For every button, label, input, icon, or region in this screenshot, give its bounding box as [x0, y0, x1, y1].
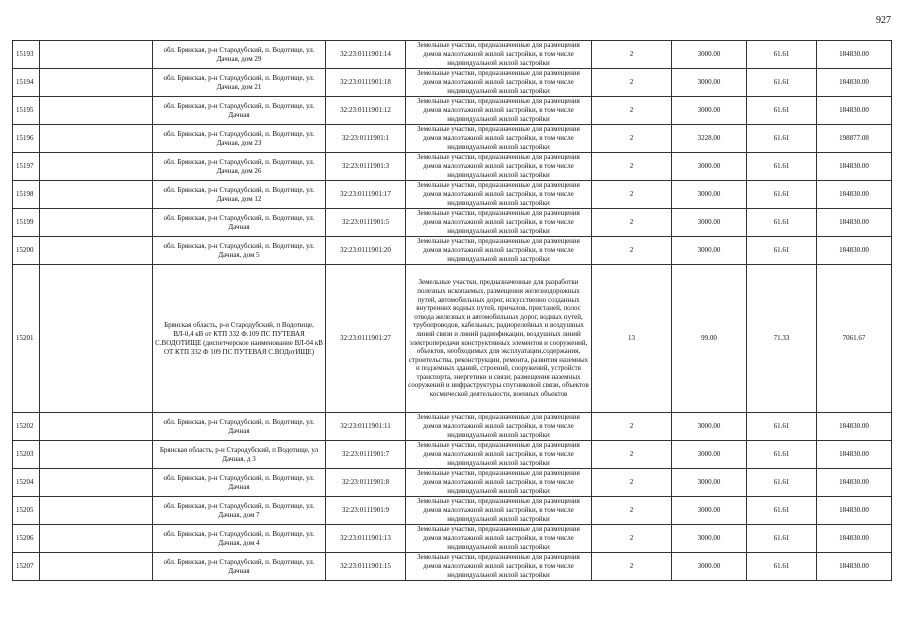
row-number: 15203 [13, 441, 40, 469]
table-row [13, 265, 892, 413]
row-number: 15194 [13, 69, 40, 97]
rate-cell: 61.61 [747, 525, 817, 553]
address-cell: обл. Брянская, р-н Стародубский, п. Водотище, ул. Дачная, дом 23 [153, 125, 326, 153]
table-row [13, 153, 892, 181]
rate-cell: 71.33 [747, 265, 817, 413]
address-cell: обл. Брянская, р-н Стародубский, п. Водотище, ул. Дачная, дом 12 [153, 181, 326, 209]
group-cell: 2 [592, 97, 672, 125]
cadastral-value-cell: 184830.00 [817, 441, 892, 469]
land-use-cell: Земельные участки, предназначенные для размещения домов малоэтажной жилой застройки, в том числе индивидуальной жилой застройки [406, 237, 592, 265]
group-cell: 2 [592, 153, 672, 181]
land-use-cell: Земельные участки, предназначенные для размещения домов малоэтажной жилой застройки, в том числе индивидуальной жилой застройки [406, 97, 592, 125]
area-cell: 3000.00 [672, 441, 747, 469]
land-use-cell: Земельные участки, предназначенные для размещения домов малоэтажной жилой застройки, в том числе индивидуальной жилой застройки [406, 153, 592, 181]
group-cell: 2 [592, 525, 672, 553]
cadastral-number-cell: 32:23:0111901:27 [326, 265, 406, 413]
registry-body [13, 41, 892, 581]
land-use-cell: Земельные участки, предназначенные для размещения домов малоэтажной жилой застройки, в том числе индивидуальной жилой застройки [406, 41, 592, 69]
group-cell: 2 [592, 69, 672, 97]
address-cell: обл. Брянская, р-н Стародубский, п. Водотище, ул. Дачная, дом 21 [153, 69, 326, 97]
cadastral-number-cell: 32:23:0111901:8 [326, 469, 406, 497]
row-number: 15201 [13, 265, 40, 413]
table-row [13, 237, 892, 265]
cadastral-number-cell: 32:23:0111901:17 [326, 181, 406, 209]
group-cell: 2 [592, 497, 672, 525]
cadastral-number-cell: 32:23:0111901:18 [326, 69, 406, 97]
address-cell: обл. Брянская, р-н Стародубский, п. Водотище, ул. Дачная, дом 4 [153, 525, 326, 553]
area-cell: 3000.00 [672, 69, 747, 97]
row-number: 15195 [13, 97, 40, 125]
land-use-cell: Земельные участки, предназначенные для размещения домов малоэтажной жилой застройки, в том числе индивидуальной жилой застройки [406, 553, 592, 581]
group-cell: 2 [592, 41, 672, 69]
land-use-cell: Земельные участки, предназначенные для размещения домов малоэтажной жилой застройки, в том числе индивидуальной жилой застройки [406, 181, 592, 209]
address-cell: обл. Брянская, р-н Стародубский, п. Водотище, ул. Дачная, дом 29 [153, 41, 326, 69]
land-use-cell: Земельные участки, предназначенные для размещения домов малоэтажной жилой застройки, в том числе индивидуальной жилой застройки [406, 441, 592, 469]
area-cell: 3000.00 [672, 97, 747, 125]
rate-cell: 61.61 [747, 69, 817, 97]
rate-cell: 61.61 [747, 237, 817, 265]
empty-cell [40, 153, 153, 181]
address-cell: Брянская область, р-н Стародубский, п Водотище, ул Дачная, д 3 [153, 441, 326, 469]
rate-cell: 61.61 [747, 41, 817, 69]
cadastral-value-cell: 7061.67 [817, 265, 892, 413]
table-row [13, 209, 892, 237]
land-use-cell: Земельные участки, предназначенные для размещения домов малоэтажной жилой застройки, в том числе индивидуальной жилой застройки [406, 469, 592, 497]
address-cell: обл. Брянская, р-н Стародубский, п. Водотище, ул. Дачная [153, 97, 326, 125]
rate-cell: 61.61 [747, 125, 817, 153]
address-cell: обл. Брянская, р-н Стародубский, п. Водотище, ул. Дачная [153, 469, 326, 497]
row-number: 15207 [13, 553, 40, 581]
group-cell: 2 [592, 125, 672, 153]
group-cell: 2 [592, 209, 672, 237]
rate-cell: 61.61 [747, 497, 817, 525]
group-cell: 13 [592, 265, 672, 413]
area-cell: 3000.00 [672, 237, 747, 265]
group-cell: 2 [592, 413, 672, 441]
table-row [13, 181, 892, 209]
area-cell: 3000.00 [672, 209, 747, 237]
empty-cell [40, 69, 153, 97]
group-cell: 2 [592, 237, 672, 265]
cadastral-number-cell: 32:23:0111901:20 [326, 237, 406, 265]
cadastral-number-cell: 32:23:0111901:14 [326, 41, 406, 69]
table-row [13, 125, 892, 153]
area-cell: 3000.00 [672, 469, 747, 497]
address-cell: обл. Брянская, р-н Стародубский, п. Водотище, ул. Дачная [153, 553, 326, 581]
land-use-cell: Земельные участки, предназначенные для размещения домов малоэтажной жилой застройки, в том числе индивидуальной жилой застройки [406, 69, 592, 97]
empty-cell [40, 265, 153, 413]
cadastral-number-cell: 32:23:0111901:1 [326, 125, 406, 153]
empty-cell [40, 41, 153, 69]
cadastral-value-cell: 184830.00 [817, 69, 892, 97]
empty-cell [40, 469, 153, 497]
group-cell: 2 [592, 441, 672, 469]
address-cell: Брянская область, р-н Стародубский, п Водотище, ВЛ-0,4 кВ от КТП 332 Ф.109 ПС ПУТЕВАЯ С.ВОДОТИЩЕ (диспетчерское наименование ВЛ-04 кВ ОТ КТП 332 Ф 109 ПС ПУТЕВАЯ С.ВОДотИЩЕ) [153, 265, 326, 413]
row-number: 15205 [13, 497, 40, 525]
group-cell: 2 [592, 181, 672, 209]
cadastral-number-cell: 32:23:0111901:7 [326, 441, 406, 469]
table-row [13, 69, 892, 97]
area-cell: 3228.00 [672, 125, 747, 153]
table-row [13, 97, 892, 125]
row-number: 15206 [13, 525, 40, 553]
address-cell: обл. Брянская, р-н Стародубский, п. Водотище, ул. Дачная, дом 5 [153, 237, 326, 265]
land-use-cell: Земельные участки, предназначенные для размещения домов малоэтажной жилой застройки, в том числе индивидуальной жилой застройки [406, 125, 592, 153]
rate-cell: 61.61 [747, 97, 817, 125]
row-number: 15193 [13, 41, 40, 69]
table-row [13, 497, 892, 525]
row-number: 15204 [13, 469, 40, 497]
row-number: 15199 [13, 209, 40, 237]
area-cell: 99.00 [672, 265, 747, 413]
cadastral-value-cell: 184830.00 [817, 153, 892, 181]
table-row [13, 41, 892, 69]
area-cell: 3000.00 [672, 553, 747, 581]
row-number: 15202 [13, 413, 40, 441]
empty-cell [40, 237, 153, 265]
cadastral-value-cell: 184830.00 [817, 209, 892, 237]
rate-cell: 61.61 [747, 469, 817, 497]
address-cell: обл. Брянская, р-н Стародубский, п. Водотище, ул. Дачная, дом 26 [153, 153, 326, 181]
address-cell: обл. Брянская, р-н Стародубский, п. Водотище, ул. Дачная [153, 209, 326, 237]
land-use-cell: Земельные участки, предназначенные для разработки полезных ископаемых, размещения железнодорожных путей, автомобильных дорог, искусственно созданных внутренних водных путей, причалов, пристаней, полос отвода железных и автомобильных дорог, водных путей, трубопроводов, кабельных, радиорелейных и воздушных линий связи и линий радиофикации, воздушных линий электропередачи конструктивных элементов и сооружений, объектов, необходимых для эксплуатации,содержания, строительства, реконструкции, ремонта, развития наземных и подземных зданий, строений, сооружений, устройств транспорта, энергетики и связи; размещения наземных сооружений и инфраструктуры спутниковой связи, объектов космической деятельности, военных объектов [406, 265, 592, 413]
area-cell: 3000.00 [672, 41, 747, 69]
area-cell: 3000.00 [672, 525, 747, 553]
empty-cell [40, 441, 153, 469]
area-cell: 3000.00 [672, 497, 747, 525]
empty-cell [40, 125, 153, 153]
group-cell: 2 [592, 469, 672, 497]
area-cell: 3000.00 [672, 153, 747, 181]
table-row [13, 441, 892, 469]
empty-cell [40, 413, 153, 441]
cadastral-number-cell: 32:23:0111901:3 [326, 153, 406, 181]
area-cell: 3000.00 [672, 181, 747, 209]
table-row [13, 525, 892, 553]
empty-cell [40, 97, 153, 125]
table-row [13, 413, 892, 441]
table-row [13, 553, 892, 581]
empty-cell [40, 497, 153, 525]
rate-cell: 61.61 [747, 441, 817, 469]
empty-cell [40, 181, 153, 209]
cadastral-number-cell: 32:23:0111901:12 [326, 97, 406, 125]
address-cell: обл. Брянская, р-н Стародубский, п. Водотище, ул. Дачная, дом 7 [153, 497, 326, 525]
cadastral-value-cell: 184830.00 [817, 413, 892, 441]
cadastral-value-cell: 184830.00 [817, 97, 892, 125]
empty-cell [40, 525, 153, 553]
cadastral-number-cell: 32:23:0111901:15 [326, 553, 406, 581]
empty-cell [40, 209, 153, 237]
cadastral-number-cell: 32:23:0111901:11 [326, 413, 406, 441]
land-use-cell: Земельные участки, предназначенные для размещения домов малоэтажной жилой застройки, в том числе индивидуальной жилой застройки [406, 209, 592, 237]
cadastral-value-cell: 184830.00 [817, 469, 892, 497]
cadastral-value-cell: 184830.00 [817, 553, 892, 581]
rate-cell: 61.61 [747, 413, 817, 441]
area-cell: 3000.00 [672, 413, 747, 441]
cadastral-value-cell: 184830.00 [817, 181, 892, 209]
empty-cell [40, 553, 153, 581]
group-cell: 2 [592, 553, 672, 581]
cadastral-number-cell: 32:23:0111901:13 [326, 525, 406, 553]
row-number: 15198 [13, 181, 40, 209]
row-number: 15196 [13, 125, 40, 153]
cadastral-number-cell: 32:23:0111901:5 [326, 209, 406, 237]
row-number: 15200 [13, 237, 40, 265]
land-use-cell: Земельные участки, предназначенные для размещения домов малоэтажной жилой застройки, в том числе индивидуальной жилой застройки [406, 525, 592, 553]
cadastral-value-cell: 184830.00 [817, 497, 892, 525]
page-number: 927 [876, 15, 891, 26]
cadastral-value-cell: 198877.08 [817, 125, 892, 153]
rate-cell: 61.61 [747, 153, 817, 181]
cadastral-number-cell: 32:23:0111901:9 [326, 497, 406, 525]
cadastral-value-cell: 184830.00 [817, 237, 892, 265]
registry-table [12, 40, 892, 581]
cadastral-value-cell: 184830.00 [817, 41, 892, 69]
rate-cell: 61.61 [747, 181, 817, 209]
table-row [13, 469, 892, 497]
land-use-cell: Земельные участки, предназначенные для размещения домов малоэтажной жилой застройки, в том числе индивидуальной жилой застройки [406, 413, 592, 441]
rate-cell: 61.61 [747, 553, 817, 581]
rate-cell: 61.61 [747, 209, 817, 237]
address-cell: обл. Брянская, р-н Стародубский, п. Водотище, ул. Дачная [153, 413, 326, 441]
land-use-cell: Земельные участки, предназначенные для размещения домов малоэтажной жилой застройки, в том числе индивидуальной жилой застройки [406, 497, 592, 525]
cadastral-value-cell: 184830.00 [817, 525, 892, 553]
row-number: 15197 [13, 153, 40, 181]
